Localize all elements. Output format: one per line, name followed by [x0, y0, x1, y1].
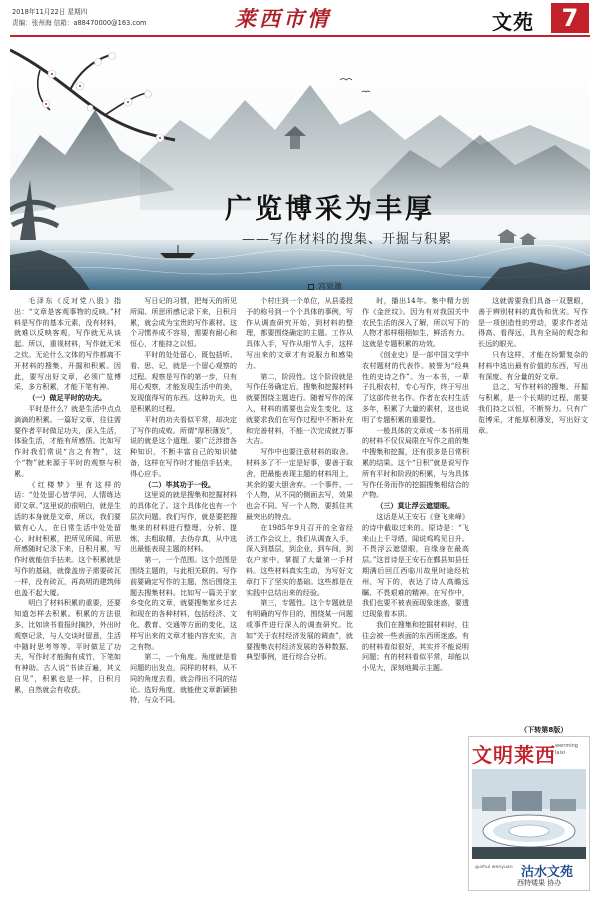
paragraph: 一般具体的文章或一本书所用的材料不仅仅局限在写作之前的集中搜集和挖掘，还有很多是日常积累的结果。这个“日积”就是说写作所有平时和阶段的积累，与为具体写作任务而作的挖掘搜集相结合的产物。	[362, 425, 469, 500]
article-title: 广览博采为丰厚	[225, 194, 435, 225]
section-name: 文苑	[492, 10, 534, 34]
section-heading: （三）莫让浮云遮望眼。	[376, 501, 455, 511]
paragraph: 个村庄到一个单位，从县委授予的称号到一个个具体的事例，写作从调查研究开始，到材料的整理，都要围绕确定的主题。工作从具体入手，写作从细节入手，这样写出来的文章才有说服力和感染力。	[246, 296, 353, 370]
paragraph: 《红楼梦》里有这样的话：“处处留心皆学问，人情练达即文章。”这里说的很明白，就是生活的本身就是文章，所以，我们要做有心人，在日常生活中处处留心，时时积累，把所见所闻、所思所感随时记录下来，日积月累，写作时就能信手拈来。这个积累就是写作的基础，就像盖房子需要砖瓦一样，没有砖瓦，再高明的建筑师也盖不起大厦。	[14, 479, 121, 597]
paragraph: 在1985年9月召开的全省经济工作会议上，我们从调查入手，深入到基层，到企业，到车间，到农户家中，掌握了大量第一手材料。这些材料真实生动，为写好文章打下了坚实的基础。这些都是在实践中总结出来的经验。	[246, 522, 353, 597]
paragraph: 明白了材料积累的重要，还要知道怎样去积累。积累的方法很多，比如读书看报时摘抄，外出时观察记录，与人交谈时留意，生活中随时思考等等。平时做足了功夫，写作时才能胸有成竹，下笔如有神助。古人说“书读百遍，其义自见”，积累也是一样，日积月累，自然就会有收获。	[14, 598, 121, 694]
paragraph: 只有这样，才能在纷繁复杂的材料中选出最有价值的东西，写出有深度、有分量的好文章。	[478, 349, 588, 381]
paragraph: 这里说的就是搜集和挖掘材料的具体化了。这个具体化也有一个层次问题。我们写作，就是要把搜集来的材料进行整理、分析、提炼，去粗取精，去伪存真，从中选出最能表现主题的材料。	[130, 490, 237, 554]
paragraph: 第一，一个范围。这个范围是围绕主题的，与此相关联的。写作前要确定写作的主题，然后围绕主题去搜集材料。比如写一篇关于家乡变化的文章，就要搜集家乡过去和现在的各种材料，包括经济、文化、教育、交通等方面的变化，这样写出来的文章才能内容充实，言之有物。	[130, 555, 237, 651]
paragraph: 第二，一个角度。角度就是看问题的出发点，同样的材料，从不同的角度去看，就会得出不同的结论。选好角度，就能使文章新颖独特，与众不同。	[130, 652, 237, 705]
ad-slogan: 沽水文苑	[521, 865, 574, 880]
paragraph: 毛泽东《反对党八股》指出：“文章是客观事物的反映。”材料是写作的基本元素，没有材料，就难以反映客观，写作就无从谈起。所以，重视材料，写作就无米之炊。无论什么文体的写作都离不开材料的搜集、开掘和积累。因此，要写出好文章，必须广览博采，多方积累，才能下笔有神。	[14, 296, 121, 392]
advertisement	[468, 736, 590, 891]
paragraph: 平时的功夫看似平常，却决定了写作的成败。所谓“厚积薄发”，说的就是这个道理。要广泛涉猎各种知识，不断丰富自己的知识储备，这样在写作时才能信手拈来，得心应手。	[130, 414, 237, 478]
byline-box-icon	[308, 284, 314, 290]
paragraph: 这话是从王安石《登飞来峰》的诗中截取过来的。原诗是：“飞来山上千寻塔，闻说鸡鸣见日升。不畏浮云遮望眼，自缘身在最高层。”这首诗是王安石在鄞县知县任期满后回江西临川故里时途经杭州，写下的，表达了诗人高瞻远瞩、不畏艰难的精神。在写作中，我们也要不被表面现象迷惑，要透过现象看本质。	[362, 511, 469, 619]
ad-organizer: 西特矮果 协办	[517, 879, 562, 887]
paragraph: 平时是什么？就是生活中点点滴滴的积累。一篇好文章，往往需要作者平时做足功夫，深入生活，体验生活，才能有所感悟。比如写作时我们常说“言之有物”，这个“物”就来源于平时的观察与积累。	[14, 403, 121, 478]
article-column-1	[14, 296, 121, 886]
ad-pinyin: gushui wenyuan	[475, 865, 513, 870]
continued-note: （下转第8版）	[520, 725, 568, 734]
paragraph: 平时的处处留心，既包括听、看、思、记，就是一个留心观察的过程。观察是写作的第一步，只有用心观察，才能发现生活中的美，发现值得写的东西。这种功夫，也是积累的过程。	[130, 349, 237, 413]
paragraph: 总之，写作材料的搜集、开掘与积累，是一个长期的过程，需要我们持之以恒，不断努力。只有广览博采，才能厚积薄发，写出好文章。	[478, 382, 588, 435]
article-subtitle: ——写作材料的搜集、开掘与积累	[242, 232, 453, 247]
article-column-4	[362, 296, 469, 886]
ad-title: 文明莱西	[472, 743, 556, 767]
section-heading: （一）做足平时的功夫。	[28, 393, 107, 403]
landscape-painting	[10, 40, 590, 290]
author-name: 宫泉激	[318, 282, 342, 290]
ad-photo	[472, 769, 586, 859]
paragraph: 第二，阶段性。这个阶段就是写作任务确定后，搜集和挖掘材料就要围绕主题进行。随着写作的深入，材料的需要也会发生变化，这就要求我们在写作过程中不断补充和完善材料，不能一次完成就万事大吉。	[246, 371, 353, 446]
paragraph: 《创业史》是一部中国文学中农村题材的代表作。被誉为“经典性的史诗之作”。为一本书，一辈子扎根农村，专心写作，终于写出了这部传世名作。作者在农村生活多年，积累了大量的素材，这也说明了专题积累的重要性。	[362, 349, 469, 424]
article-column-2	[130, 296, 237, 886]
byline	[308, 281, 342, 290]
paragraph: 这就需要我们具备一双慧眼，善于辨别材料的真伪和优劣。写作是一项创造性的劳动，要求作者站得高、看得远，具有全局的观念和长远的眼光。	[478, 296, 588, 349]
masthead-info	[12, 7, 146, 29]
paragraph: 我们在搜集和挖掘材料时，往往会被一些表面的东西所迷惑。有的材料看似很好，其实并不能说明问题；有的材料看似平常，却能以小见大，深刻地揭示主题。	[362, 619, 469, 673]
article-column-5	[478, 296, 588, 736]
page-number: 7	[551, 3, 589, 33]
paragraph: 写作中也要注意材料的取舍。材料多了不一定是好事，要善于取舍，把最能表现主题的材料用上，其余的要大胆舍弃。一个事件、一个人物，从不同的侧面去写，效果也会不同。写一个人物，要抓住其最突出的特点。	[246, 447, 353, 521]
paragraph: 写日记的习惯，把每天的所见所闻、所思所感记录下来，日积月累，就会成为宝贵的写作素材。这个习惯养成不容易，需要有耐心和恒心，才能持之以恒。	[130, 296, 237, 349]
hero-illustration	[10, 40, 590, 290]
ad-english: wenming laixi	[555, 743, 578, 756]
page-header	[0, 0, 600, 38]
date-line: 2018年11月22日 星期四	[12, 8, 88, 16]
editor-line: 责编：张州海 信箱：a88470000@163.com	[12, 19, 147, 27]
section-heading: （二）毕其功于一役。	[144, 479, 216, 489]
article-column-3	[246, 296, 353, 886]
masthead-logo: 莱西市情	[235, 6, 331, 31]
paragraph: 时，播出14年。集中精力创作《金丝纹》。因为有对我国关中农民生活的深入了解，所以写下的人物才那样栩栩如生，鲜活有力。这就是专题积累的功效。	[362, 296, 469, 349]
header-rule	[10, 35, 590, 37]
paragraph: 第三，专题性。这个专题就是有明确的写作目的，围绕某一问题或事件进行深入的调查研究。比如“关于农村经济发展的调查”，就要搜集农村经济发展的各种数据、典型事例，进行综合分析。	[246, 598, 353, 662]
